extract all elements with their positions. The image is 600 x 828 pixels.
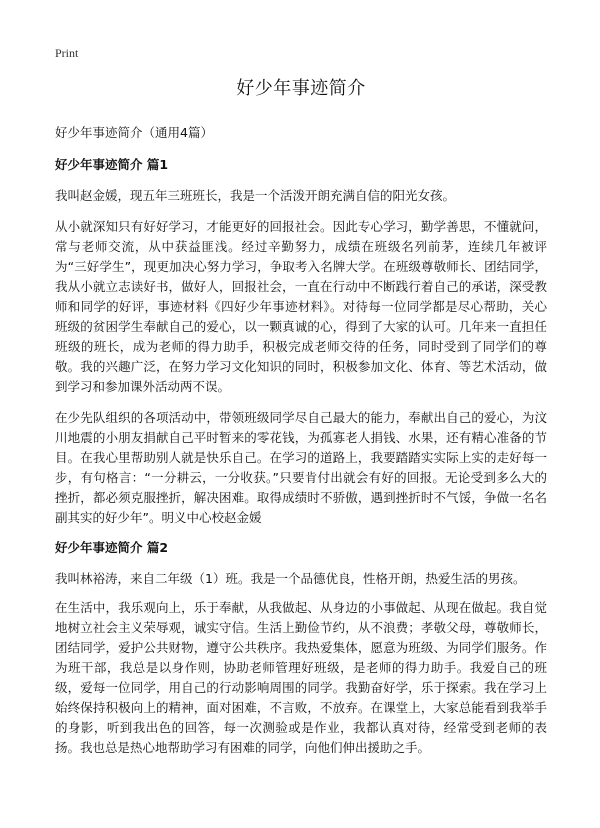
paragraph: 在生活中，我乐观向上，乐于奉献，从我做起、从身边的小事做起、从现在做起。我自觉地树立社会主义荣辱观，诚实守信。生活上勤俭节约，从不浪费；孝敬父母，尊敬师长，团结同学，爱护公共财物，遵守公共秩序。我热爱集体，愿意为班级、为同学们服务。作为班干部，我总是以身作则，协助老师管理好班级，是老师的得力助手。我爱自己的班级，爱每一位同学，用自己的行动影响周围的同学。我勤奋好学，乐于探索。我在学习上始终保持积极向上的精神，面对困难，不言败，不放弃。在课堂上，大家总能看到我举手的身影，听到我出色的回答，每一次测验或是作业，我都认真对待，经常受到老师的表扬。我也总是热心地帮助学习有困难的同学，向他们伸出援助之手。 [55, 600, 547, 755]
paragraph: 从小就深知只有好好学习，才能更好的回报社会。因此专心学习，勤学善思，不懂就问，常与老师交流，从中获益匪浅。经过辛勤努力，成绩在班级名列前茅，连续几年被评为“三好学生”，现更加决心努力学习，争取考入名牌大学。在班级尊敬师长、团结同学，我从小就立志读好书，做好人，回报社会，一直在行动中不断践行着自己的承诺，深受教师和同学的好评，事迹材料《四好少年事迹材料》。对待每一位同学都是尽心帮助，关心班级的贫困学生奉献自己的爱心，以一颗真诚的心，得到了大家的认可。几年来一直担任班级的班长，成为老师的得力助手，积极完成老师交待的任务，同时受到了同学们的尊敬。我的兴趣广泛，在努力学习文化知识的同时，积极参加文化、体育、等艺术活动，做到学习和参加课外活动两不误。 [55, 219, 547, 394]
document-subtitle: 好少年事迹简介（通用4篇） [55, 125, 213, 140]
document-body [55, 76, 547, 769]
section-heading-1: 好少年事迹简介 篇1 [55, 157, 169, 172]
page-title: 好少年事迹简介 [236, 78, 366, 99]
paragraph: 我叫赵金媛，现五年三班班长，我是一个活泼开朗充满自信的阳光女孩。 [55, 188, 456, 203]
section-heading-2: 好少年事迹简介 篇2 [55, 540, 169, 555]
paragraph: 在少先队组织的各项活动中，带领班级同学尽自己最大的能力，奉献出自己的爱心，为汶川地震的小朋友捐献自己平时暂来的零花钱，为孤寡老人捐钱、水果，还有精心准备的节目。在我心里帮助别人就是快乐自己。在学习的道路上，我要踏踏实实际上实的走好每一步，有句格言：“一分耕云，一分收获。”只要肯付出就会有好的回报。无论受到多么大的挫折，都必须克服挫折，解决困难。取得成绩时不骄傲，遇到挫折时不气馁，争做一名名副其实的好少年”。明义中心校赵金媛 [55, 410, 547, 525]
paragraph: 我叫林裕涛，来自二年级（1）班。我是一个品德优良，性格开朗，热爱生活的男孩。 [55, 571, 526, 586]
print-link[interactable]: Print [55, 46, 79, 60]
